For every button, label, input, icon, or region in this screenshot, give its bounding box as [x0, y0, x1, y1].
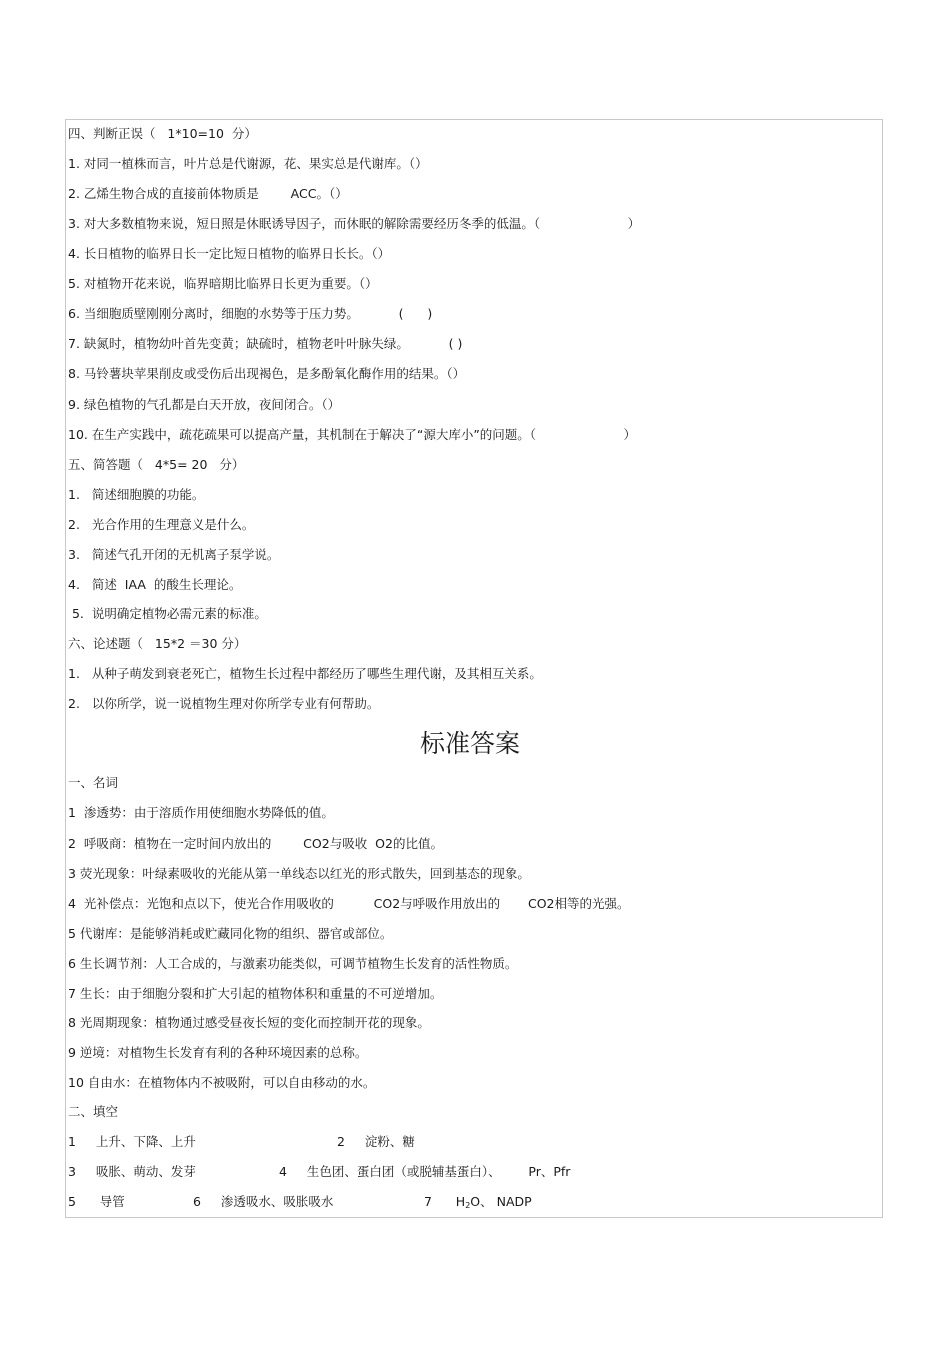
term-answer-10: 10 自由水：在植物体内不被吸附，可以自由移动的水。 — [68, 1075, 376, 1090]
term-answer-3: 3 荧光现象：叶绿素吸收的光能从第一单线态以红光的形式散失，回到基态的现象。 — [68, 866, 530, 881]
term-answer-4: 4 光补偿点：光饱和点以下，使光合作用吸收的 CO2与呼吸作用放出的 CO2相等的光强。 — [68, 896, 630, 911]
section4-heading: 四、判断正误（ 1*10=10 分） — [68, 126, 257, 141]
term-answer-9: 9 逆境：对植物生长发育有利的各种环境因素的总称。 — [68, 1045, 368, 1060]
fill-answer-2: 2 淀粉、糖 — [337, 1134, 415, 1149]
fill-answer-7-h: 7 H — [424, 1194, 466, 1209]
essay-item-1: 1. 从种子萌发到衰老死亡，植物生长过程中都经历了哪些生理代谢，及其相互关系。 — [68, 666, 542, 681]
answers-section2-heading: 二、填空 — [68, 1104, 119, 1119]
term-answer-5: 5 代谢库：是能够消耗或贮藏同化物的组织、器官或部位。 — [68, 926, 393, 941]
essay-item-2: 2. 以你所学，说一说植物生理对你所学专业有何帮助。 — [68, 696, 380, 711]
short-answer-item-2: 2. 光合作用的生理意义是什么。 — [68, 517, 255, 532]
fill-answer-1: 1 上升、下降、上升 — [68, 1134, 196, 1149]
short-answer-item-5: 5. 说明确定植物必需元素的标准。 — [68, 606, 267, 621]
term-answer-1: 1 渗透势：由于溶质作用使细胞水势降低的值。 — [68, 805, 334, 820]
judgement-item-8: 8. 马铃薯块苹果削皮或受伤后出现褐色，是多酚氧化酶作用的结果。（） — [68, 366, 466, 381]
fill-answer-7-subscript: 2 — [465, 1201, 471, 1210]
judgement-item-1: 1. 对同一植株而言，叶片总是代谢源，花、果实总是代谢库。（） — [68, 156, 428, 171]
short-answer-item-4: 4. 简述 IAA 的酸生长理论。 — [68, 577, 242, 592]
judgement-item-10: 10. 在生产实践中，疏花疏果可以提高产量，其机制在于解决了“源大库小”的问题。（ ） — [68, 427, 636, 442]
judgement-item-2: 2. 乙烯生物合成的直接前体物质是 ACC。（） — [68, 186, 348, 201]
fill-answer-7 — [424, 1194, 532, 1214]
term-answer-7: 7 生长：由于细胞分裂和扩大引起的植物体积和重量的不可逆增加。 — [68, 986, 443, 1001]
judgement-item-7: 7. 缺氮时，植物幼叶首先变黄；缺硫时，植物老叶叶脉失绿。 ( ) — [68, 336, 463, 351]
term-answer-8: 8 光周期现象：植物通过感受昼夜长短的变化而控制开花的现象。 — [68, 1015, 430, 1030]
section6-heading: 六、论述题（ 15*2 ＝30 分） — [68, 636, 247, 651]
term-answer-6: 6 生长调节剂：人工合成的，与激素功能类似，可调节植物生长发育的活性物质。 — [68, 956, 518, 971]
judgement-item-3: 3. 对大多数植物来说，短日照是休眠诱导因子，而休眠的解除需要经历冬季的低温。（ ） — [68, 216, 641, 231]
judgement-item-4: 4. 长日植物的临界日长一定比短日植物的临界日长长。（） — [68, 246, 391, 261]
fill-answer-3: 3 吸胀、萌动、发芽 — [68, 1164, 196, 1179]
fill-answer-7-rest: O、 NADP — [470, 1194, 532, 1209]
section5-heading: 五、简答题（ 4*5= 20 分） — [68, 457, 245, 472]
judgement-item-6: 6. 当细胞质壁刚刚分离时，细胞的水势等于压力势。 ( ) — [68, 306, 433, 321]
answers-title: 标准答案 — [419, 729, 520, 758]
short-answer-item-3: 3. 简述气孔开闭的无机离子泵学说。 — [68, 547, 280, 562]
term-answer-2: 2 呼吸商：植物在一定时间内放出的 CO2与吸收 O2的比值。 — [68, 836, 443, 851]
judgement-item-5: 5. 对植物开花来说，临界暗期比临界日长更为重要。（） — [68, 276, 378, 291]
answers-section1-heading: 一、名词 — [68, 775, 119, 790]
fill-answer-5: 5 导管 — [68, 1194, 125, 1209]
fill-answer-6: 6 渗透吸水、吸胀吸水 — [193, 1194, 334, 1209]
judgement-item-9: 9. 绿色植物的气孔都是白天开放，夜间闭合。（） — [68, 397, 341, 412]
short-answer-item-1: 1. 简述细胞膜的功能。 — [68, 487, 205, 502]
fill-answer-4: 4 生色团、蛋白团（或脱辅基蛋白）、 Pr、Pfr — [279, 1164, 571, 1179]
